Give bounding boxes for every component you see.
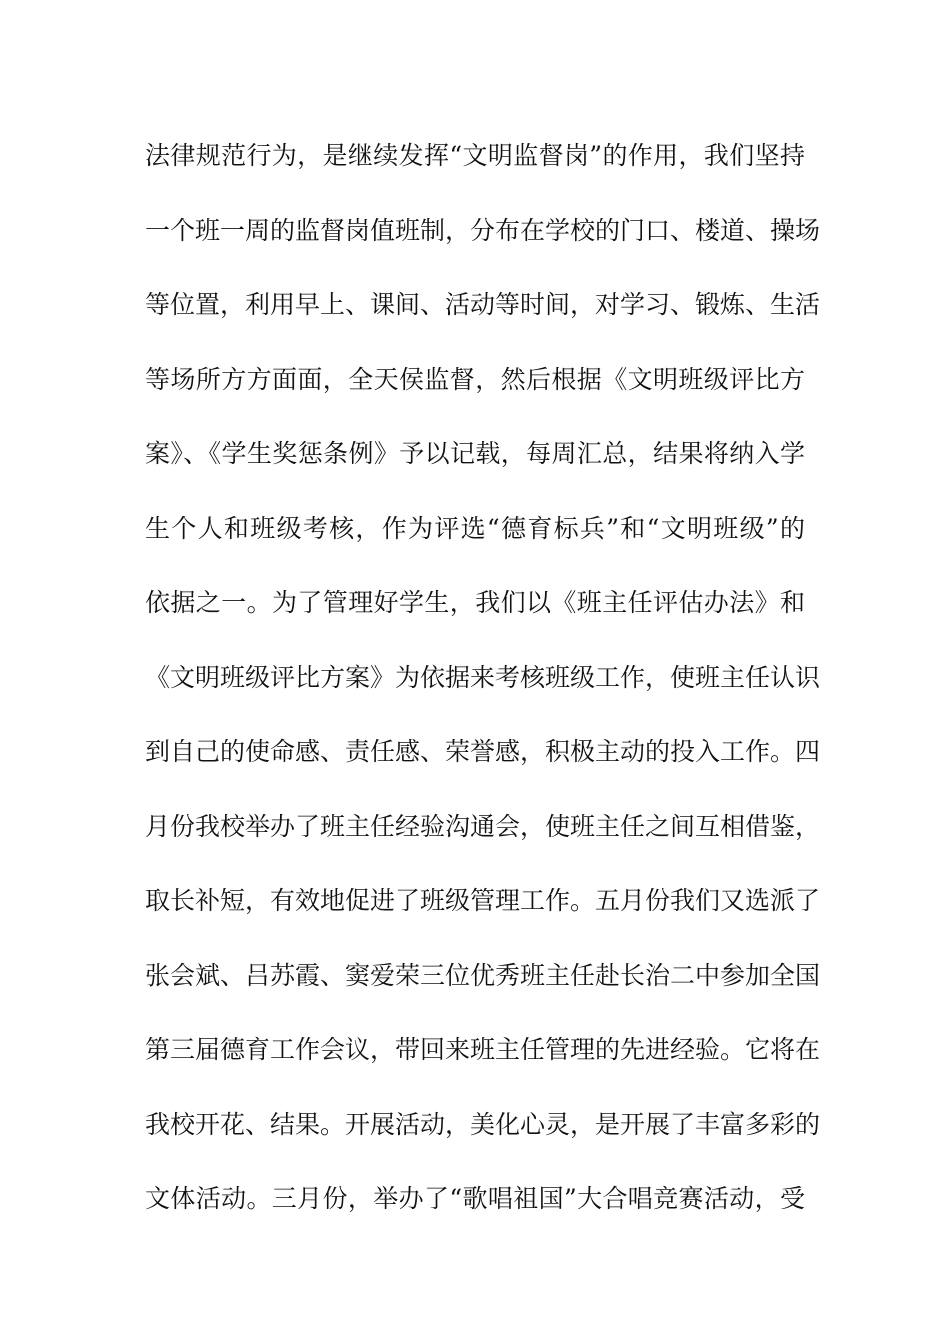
text-line: 取长补短，有效地促进了班级管理工作。五月份我们又选派了 <box>145 886 821 915</box>
text-line: 月份我校举办了班主任经验沟通会，使班主任之间互相借鉴， <box>145 811 821 841</box>
text-line: 等场所方方面面，全天侯监督，然后根据《文明班级评比方 <box>145 364 805 394</box>
text-line: 法律规范行为，是继续发挥“文明监督岗”的作用，我们坚持 <box>145 141 805 170</box>
body-text <box>145 131 821 1249</box>
text-line: 等位置，利用早上、课间、活动等时间，对学习、锻炼、生活 <box>145 290 821 319</box>
text-line: 依据之一。为了管理好学生，我们以《班主任评估办法》和 <box>145 588 805 617</box>
text-line: 生个人和班级考核，作为评选“德育标兵”和“文明班级”的 <box>145 513 805 543</box>
text-line: 我校开花、结果。开展活动，美化心灵，是开展了丰富多彩的 <box>145 1109 821 1139</box>
text-line: 到自己的使命感、责任感、荣誉感，积极主动的投入工作。四 <box>145 737 821 766</box>
text-line: 文体活动。三月份，举办了“歌唱祖国”大合唱竞赛活动，受 <box>145 1184 805 1213</box>
text-line: 张会斌、吕苏霞、窦爱荣三位优秀班主任赴长治二中参加全国 <box>145 960 821 990</box>
text-line: 一个班一周的监督岗值班制，分布在学校的门口、楼道、操场 <box>145 215 821 245</box>
text-line: 《文明班级评比方案》为依据来考核班级工作，使班主任认识 <box>145 662 821 692</box>
text-line: 第三届德育工作会议，带回来班主任管理的先进经验。它将在 <box>145 1035 821 1064</box>
text-line: 案》、《学生奖惩条例》予以记载，每周汇总，结果将纳入学 <box>145 439 805 468</box>
